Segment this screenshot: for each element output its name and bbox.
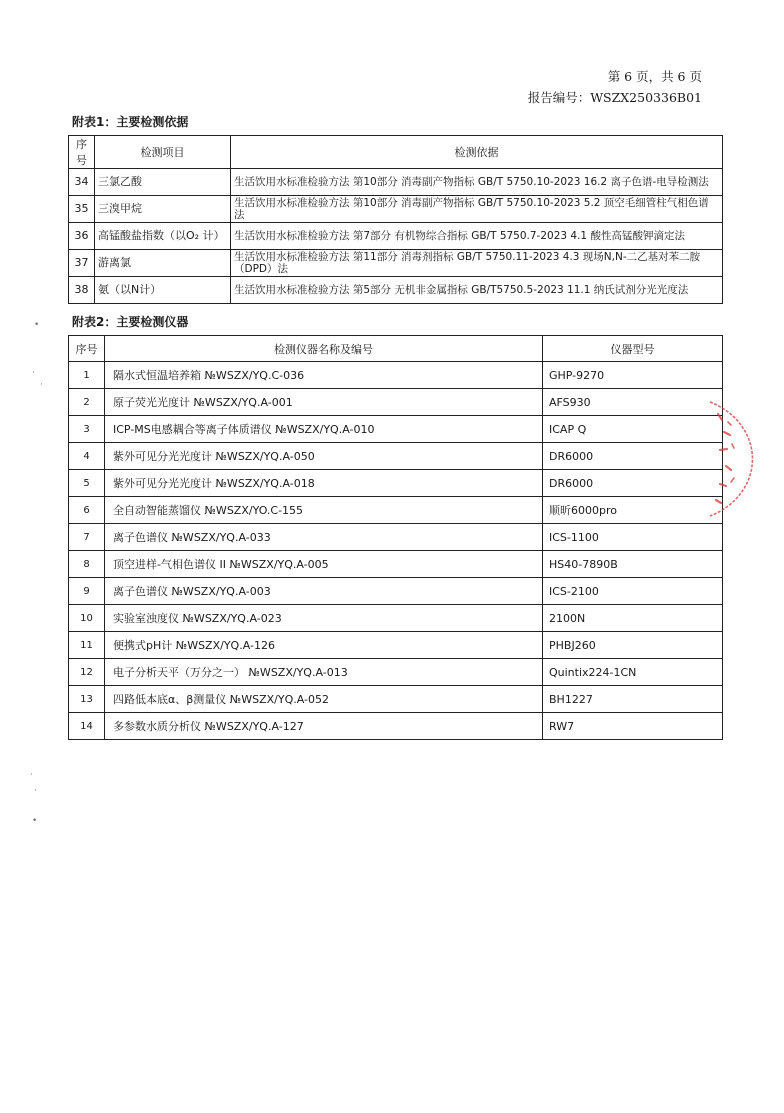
row-no: 2 xyxy=(69,389,105,416)
row-no: 34 xyxy=(69,169,95,196)
row-item: 三溴甲烷 xyxy=(95,196,231,223)
row-no: 13 xyxy=(69,686,105,713)
table-row xyxy=(69,686,723,713)
table-row xyxy=(69,470,723,497)
row-model: 顺昕6000pro xyxy=(543,497,723,524)
scan-speck: · xyxy=(32,368,35,378)
row-no: 4 xyxy=(69,443,105,470)
row-basis: 生活饮用水标准检验方法 第10部分 消毒副产物指标 GB/T 5750.10-2023 5.2 顶空毛细管柱气相色谱法 xyxy=(231,196,723,223)
row-item: 氨（以N计） xyxy=(95,277,231,304)
page-info: 第 6 页，共 6 页 xyxy=(607,69,702,84)
table-row xyxy=(69,250,723,277)
page-header xyxy=(528,66,702,108)
row-model: ICAP Q xyxy=(543,416,723,443)
table-row xyxy=(69,389,723,416)
scan-speck: · xyxy=(40,380,43,390)
seal-stamp xyxy=(690,392,760,522)
table-row xyxy=(69,605,723,632)
appendix1-title: 附表1：主要检测依据 xyxy=(72,115,189,129)
table-row xyxy=(69,551,723,578)
table-row xyxy=(69,659,723,686)
row-instrument: 离子色谱仪 №WSZX/YQ.A-003 xyxy=(105,578,543,605)
row-no: 5 xyxy=(69,470,105,497)
table-row xyxy=(69,277,723,304)
row-basis: 生活饮用水标准检验方法 第7部分 有机物综合指标 GB/T 5750.7-2023 4.1 酸性高锰酸钾滴定法 xyxy=(231,223,723,250)
table-row xyxy=(69,497,723,524)
table-row xyxy=(69,362,723,389)
row-no: 36 xyxy=(69,223,95,250)
row-no: 3 xyxy=(69,416,105,443)
row-no: 10 xyxy=(69,605,105,632)
col-header-no: 序号 xyxy=(69,336,105,362)
row-model: HS40-7890B xyxy=(543,551,723,578)
row-no: 11 xyxy=(69,632,105,659)
row-no: 38 xyxy=(69,277,95,304)
row-no: 14 xyxy=(69,713,105,740)
row-model: RW7 xyxy=(543,713,723,740)
col-header-model: 仪器型号 xyxy=(543,336,723,362)
row-no: 9 xyxy=(69,578,105,605)
appendix2-table xyxy=(68,335,723,740)
row-model: DR6000 xyxy=(543,470,723,497)
scan-speck: · xyxy=(34,786,37,796)
report-number: 报告编号：WSZX250336B01 xyxy=(527,90,702,105)
row-model: DR6000 xyxy=(543,443,723,470)
row-instrument: 原子荧光光度计 №WSZX/YQ.A-001 xyxy=(105,389,543,416)
row-instrument: 紫外可见分光光度计 №WSZX/YQ.A-018 xyxy=(105,470,543,497)
row-no: 35 xyxy=(69,196,95,223)
col-header-no: 序号 xyxy=(69,136,95,169)
row-model: GHP-9270 xyxy=(543,362,723,389)
row-instrument: 实验室浊度仪 №WSZX/YQ.A-023 xyxy=(105,605,543,632)
row-basis: 生活饮用水标准检验方法 第10部分 消毒副产物指标 GB/T 5750.10-2023 16.2 离子色谱-电导检测法 xyxy=(231,169,723,196)
row-model: ICS-2100 xyxy=(543,578,723,605)
row-item: 三氯乙酸 xyxy=(95,169,231,196)
row-instrument: 电子分析天平（万分之一） №WSZX/YQ.A-013 xyxy=(105,659,543,686)
scan-speck: • xyxy=(32,816,38,826)
scan-speck: • xyxy=(34,320,40,330)
row-basis: 生活饮用水标准检验方法 第11部分 消毒剂指标 GB/T 5750.11-2023 4.3 现场N,N-二乙基对苯二胺（DPD）法 xyxy=(231,250,723,277)
appendix1-table xyxy=(68,135,723,304)
row-no: 8 xyxy=(69,551,105,578)
table-row xyxy=(69,524,723,551)
row-model: ICS-1100 xyxy=(543,524,723,551)
table-row xyxy=(69,632,723,659)
appendix2-title: 附表2：主要检测仪器 xyxy=(72,315,189,329)
table-row xyxy=(69,443,723,470)
row-instrument: 紫外可见分光光度计 №WSZX/YQ.A-050 xyxy=(105,443,543,470)
table-row xyxy=(69,223,723,250)
table-row xyxy=(69,578,723,605)
row-model: Quintix224-1CN xyxy=(543,659,723,686)
table-header-row xyxy=(69,336,723,362)
row-instrument: 全自动智能蒸馏仪 №WSZX/YO.C-155 xyxy=(105,497,543,524)
row-item: 高锰酸盐指数（以O₂ 计） xyxy=(95,223,231,250)
row-instrument: 离子色谱仪 №WSZX/YQ.A-033 xyxy=(105,524,543,551)
row-no: 1 xyxy=(69,362,105,389)
table-row xyxy=(69,713,723,740)
row-no: 12 xyxy=(69,659,105,686)
row-instrument: 多参数水质分析仪 №WSZX/YQ.A-127 xyxy=(105,713,543,740)
row-model: AFS930 xyxy=(543,389,723,416)
row-instrument: 四路低本底α、β测量仪 №WSZX/YQ.A-052 xyxy=(105,686,543,713)
row-no: 7 xyxy=(69,524,105,551)
row-no: 37 xyxy=(69,250,95,277)
row-no: 6 xyxy=(69,497,105,524)
scan-speck: · xyxy=(30,770,33,780)
table-row xyxy=(69,416,723,443)
row-model: BH1227 xyxy=(543,686,723,713)
row-instrument: 隔水式恒温培养箱 №WSZX/YQ.C-036 xyxy=(105,362,543,389)
row-instrument: ICP-MS电感耦合等离子体质谱仪 №WSZX/YQ.A-010 xyxy=(105,416,543,443)
row-instrument: 顶空进样-气相色谱仪 II №WSZX/YQ.A-005 xyxy=(105,551,543,578)
row-basis: 生活饮用水标准检验方法 第5部分 无机非金属指标 GB/T5750.5-2023 11.1 纳氏试剂分光光度法 xyxy=(231,277,723,304)
row-item: 游离氯 xyxy=(95,250,231,277)
col-header-item: 检测项目 xyxy=(95,136,231,169)
col-header-instrument: 检测仪器名称及编号 xyxy=(105,336,543,362)
table-row xyxy=(69,196,723,223)
table-row xyxy=(69,169,723,196)
row-model: 2100N xyxy=(543,605,723,632)
col-header-basis: 检测依据 xyxy=(231,136,723,169)
row-model: PHBJ260 xyxy=(543,632,723,659)
table-header-row xyxy=(69,136,723,169)
row-instrument: 便携式pH计 №WSZX/YQ.A-126 xyxy=(105,632,543,659)
